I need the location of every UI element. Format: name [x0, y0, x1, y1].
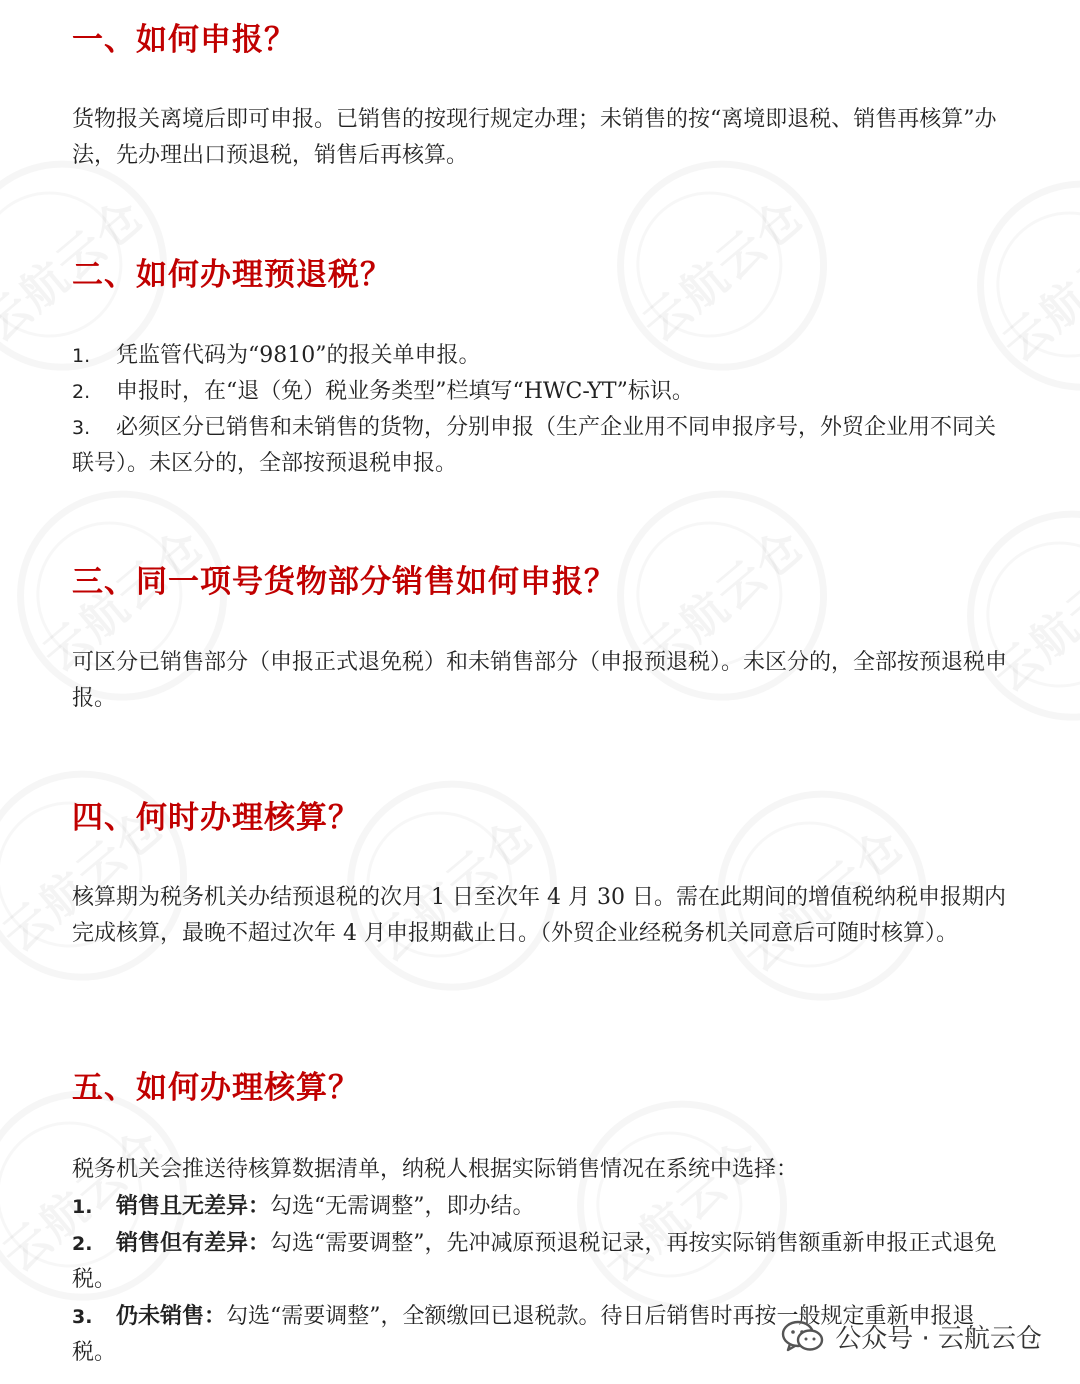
section-4-paragraph: 核算期为税务机关办结预退税的次月 1 日至次年 4 月 30 日。需在此期间的增值税纳税申报期内完成核算，最晚不超过次年 4 月申报期截止日。（外贸企业经税务机关同意后可随时核算）。 — [72, 885, 1006, 946]
wechat-icon — [781, 1319, 825, 1355]
section-2-heading: 二、如何办理预退税？ — [72, 257, 392, 293]
footer-text: 公众号 · 云航云仓 — [835, 1324, 1042, 1354]
footer-source — [781, 1318, 1042, 1355]
list-item: 2. 销售但有差异：勾选“需要调整”，先冲减原预退税记录，再按实际销售额重新申报正式退免税。 — [72, 1230, 997, 1292]
section-3-heading: 三、同一项号货物部分销售如何申报？ — [72, 564, 616, 600]
section-5-intro: 税务机关会推送待核算数据清单，纳税人根据实际销售情况在系统中选择： — [72, 1157, 799, 1182]
section-2-list — [72, 338, 1017, 482]
list-item: 3. 必须区分已销售和未销售的货物，分别申报（生产企业用不同申报序号，外贸企业用不同关联号）。未区分的，全部按预退税申报。 — [72, 415, 997, 476]
list-item: 1. 销售且无差异：勾选“无需调整”，即办结。 — [72, 1193, 535, 1219]
section-4-heading: 四、何时办理核算？ — [72, 800, 360, 836]
watermark-stamp — [0, 713, 237, 1037]
section-1-paragraph: 货物报关离境后即可申报。已销售的按现行规定办理；未销售的按“离境即退税、销售再核算”办法，先办理出口预退税，销售后再核算。 — [72, 107, 997, 168]
watermark-stamp — [903, 453, 1080, 777]
section-3-paragraph: 可区分已销售部分（申报正式退免税）和未销售部分（申报预退税）。未区分的，全部按预退税申报。 — [72, 650, 1008, 711]
section-5-heading: 五、如何办理核算？ — [72, 1070, 360, 1106]
list-item: 3. 仍未销售：勾选“需要调整”，全额缴回已退税款。待日后销售时再按一般规定重新申报退税。 — [72, 1303, 975, 1365]
list-item: 1. 凭监管代码为“9810”的报关单申报。 — [72, 343, 481, 368]
section-1-heading: 一、如何申报？ — [72, 22, 296, 58]
list-item: 2. 申报时，在“退（免）税业务类型”栏填写“HWC-YT”标识。 — [72, 379, 694, 404]
